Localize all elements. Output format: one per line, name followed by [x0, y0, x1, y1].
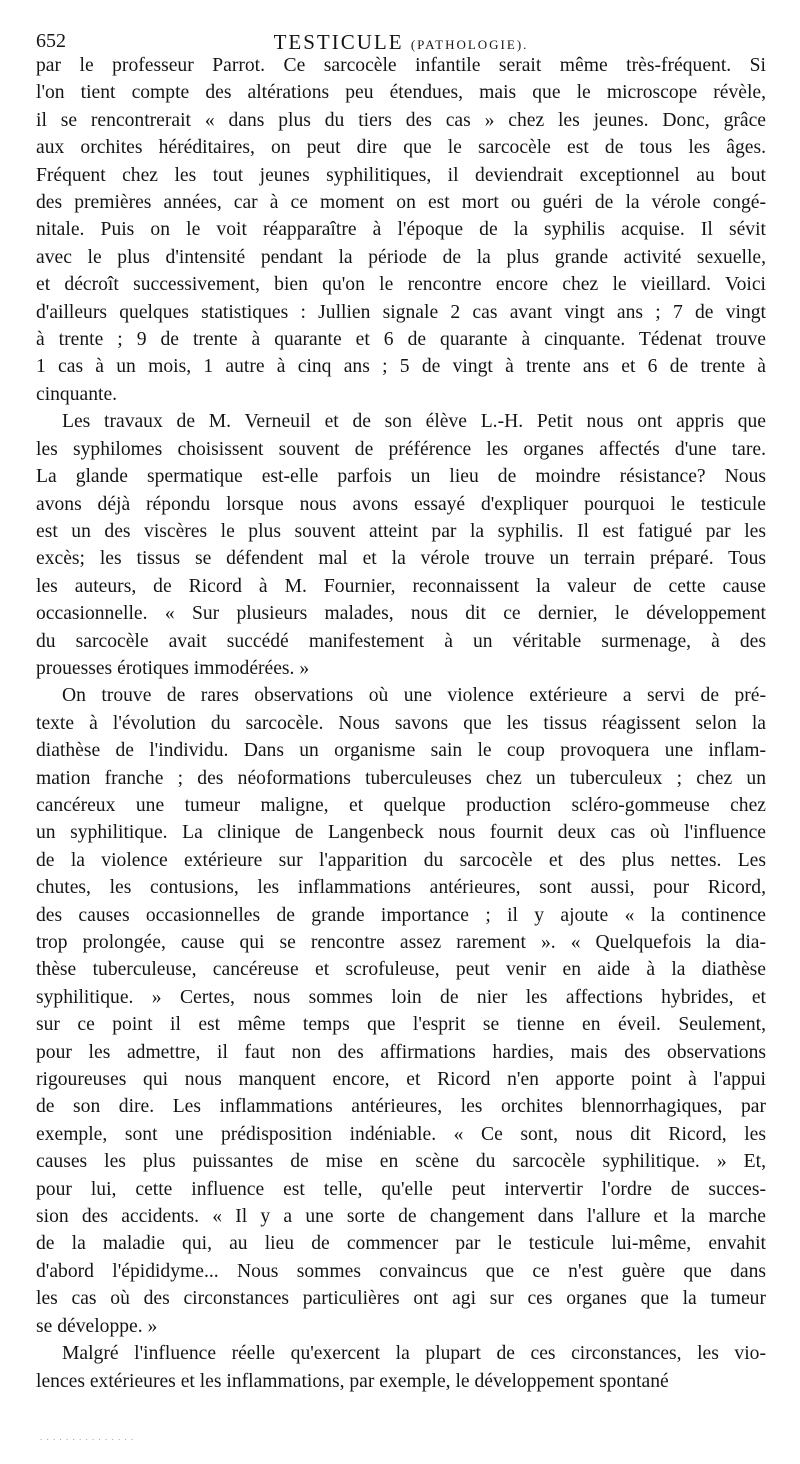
text-line: l'on tient compte des altérations peu étendues, mais que le microscope révèle, — [36, 82, 766, 104]
scan-artifact: . . . . . . . . . . . . . . . — [40, 1432, 135, 1442]
running-title-main: TESTICULE — [273, 30, 404, 54]
text-line: pour les admettre, il faut non des affirmations hardies, mais des observations — [36, 1041, 766, 1063]
text-line: du sarcocèle avait succédé manifestement à un véritable surmenage, à des — [36, 630, 766, 652]
paragraph — [36, 52, 766, 408]
text-line: il se rencontrerait « dans plus du tiers des cas » chez les jeunes. Donc, grâce — [36, 109, 766, 131]
text-line: chutes, les contusions, les inflammations antérieures, sont aussi, pour Ricord, — [36, 877, 766, 899]
text-line: avons déjà répondu lorsque nous avons essayé d'expliquer pourquoi le testicule — [36, 493, 766, 515]
text-line: un syphilitique. La clinique de Langenbeck nous fournit deux cas où l'influence — [36, 822, 766, 844]
text-line: de la violence extérieure sur l'apparition du sarcocèle et des plus nettes. Les — [36, 849, 766, 871]
text-line: cancéreux une tumeur maligne, et quelque production scléro-gommeuse chez — [36, 794, 766, 816]
text-line: syphilitique. » Certes, nous sommes loin de nier les affections hybrides, et — [36, 986, 766, 1008]
text-line: sur ce point il est même temps que l'esprit se tienne en éveil. Seulement, — [36, 1014, 766, 1036]
running-title — [36, 30, 766, 55]
paragraph — [36, 1340, 766, 1395]
text-line: Les travaux de M. Verneuil et de son élève L.-H. Petit nous ont appris que — [62, 411, 766, 433]
text-line: La glande spermatique est-elle parfois un lieu de moindre résistance? Nous — [36, 466, 766, 488]
text-line: texte à l'évolution du sarcocèle. Nous savons que les tissus réagissent selon la — [36, 712, 766, 734]
text-line: nitale. Puis on le voit réapparaître à l'époque de la syphilis acquise. Il sévit — [36, 219, 766, 241]
text-line: des causes occasionnelles de grande importance ; il y ajoute « la continence — [36, 904, 766, 926]
text-line: Malgré l'influence réelle qu'exercent la plupart de ces circonstances, les vio- — [62, 1343, 766, 1365]
text-line: à trente ; 9 de trente à quarante et 6 de quarante à cinquante. Tédenat trouve — [36, 329, 766, 351]
text-line: mation franche ; des néoformations tuberculeuses chez un tuberculeux ; chez un — [36, 767, 766, 789]
text-line: On trouve de rares observations où une violence extérieure a servi de pré- — [62, 685, 766, 707]
text-line: d'abord l'épididyme... Nous sommes convaincus que ce n'est guère que dans — [36, 1260, 766, 1282]
text-line: rigoureuses qui nous manquent encore, et Ricord n'en apporte point à l'appui — [36, 1069, 766, 1091]
text-line: de la maladie qui, au lieu de commencer par le testicule lui-même, envahit — [36, 1233, 766, 1255]
text-line: exemple, sont une prédisposition indéniable. « Ce sont, nous dit Ricord, les — [36, 1123, 766, 1145]
text-line: causes les plus puissantes de mise en scène du sarcocèle syphilitique. » Et, — [36, 1151, 766, 1173]
text-line: des premières années, car à ce moment on est mort ou guéri de la vérole congé- — [36, 192, 766, 214]
text-line: de son dire. Les inflammations antérieures, les orchites blennorrhagiques, par — [36, 1096, 766, 1118]
text-line: les syphilomes choisissent souvent de préférence les organes affectés d'une tare. — [36, 438, 766, 460]
text-line: par le professeur Parrot. Ce sarcocèle infantile serait même très-fréquent. Si — [36, 55, 766, 76]
text-line: pour lui, cette influence est telle, qu'elle peut intervertir l'ordre de succes- — [36, 1178, 766, 1200]
running-header — [36, 22, 766, 52]
text-line: diathèse de l'individu. Dans un organisme sain le coup provoquera une inflam- — [36, 740, 766, 762]
document-page — [36, 22, 766, 1395]
text-line: et décroît successivement, bien qu'on le rencontre encore chez le vieillard. Voici — [36, 274, 766, 296]
text-line: 1 cas à un mois, 1 autre à cinq ans ; 5 de vingt à trente ans et 6 de trente à — [36, 356, 766, 378]
body-text — [36, 52, 766, 1395]
text-line: se développe. » — [36, 1315, 158, 1337]
text-line: aux orchites héréditaires, on peut dire que le sarcocèle est de tous les âges. — [36, 137, 766, 159]
text-line: sion des accidents. « Il y a une sorte de changement dans l'allure et la marche — [36, 1206, 766, 1228]
text-line: les cas où des circonstances particulières ont agi sur ces organes que la tumeur — [36, 1288, 766, 1310]
text-line: avec le plus d'intensité pendant la période de la plus grande activité sexuelle, — [36, 246, 766, 268]
text-line: occasionnelle. « Sur plusieurs malades, nous dit ce dernier, le développement — [36, 603, 766, 625]
text-line: excès; les tissus se défendent mal et la vérole trouve un terrain préparé. Tous — [36, 548, 766, 570]
text-line: est un des viscères le plus souvent atteint par la syphilis. Il est fatigué par les — [36, 520, 766, 542]
paragraph — [36, 408, 766, 682]
text-line: prouesses érotiques immodérées. » — [36, 657, 310, 679]
text-line: cinquante. — [36, 383, 118, 405]
text-line: Fréquent chez les tout jeunes syphilitiques, il deviendrait exceptionnel au bout — [36, 164, 766, 186]
text-line: lences extérieures et les inflammations, par exemple, le développement spontané — [36, 1370, 669, 1392]
page-number: 652 — [36, 30, 66, 52]
text-line: d'ailleurs quelques statistiques : Jullien signale 2 cas avant vingt ans ; 7 de vingt — [36, 301, 766, 323]
text-line: trop prolongée, cause qui se rencontre assez rarement ». « Quelquefois la dia- — [36, 932, 766, 953]
paragraph — [36, 682, 766, 1340]
text-line: les auteurs, de Ricord à M. Fournier, reconnaissent la valeur de cette cause — [36, 575, 766, 597]
text-line: thèse tuberculeuse, cancéreuse et scrofuleuse, peut venir en aide à la diathèse — [36, 959, 766, 981]
running-title-subtitle: (PATHOLOGIE). — [410, 37, 529, 52]
